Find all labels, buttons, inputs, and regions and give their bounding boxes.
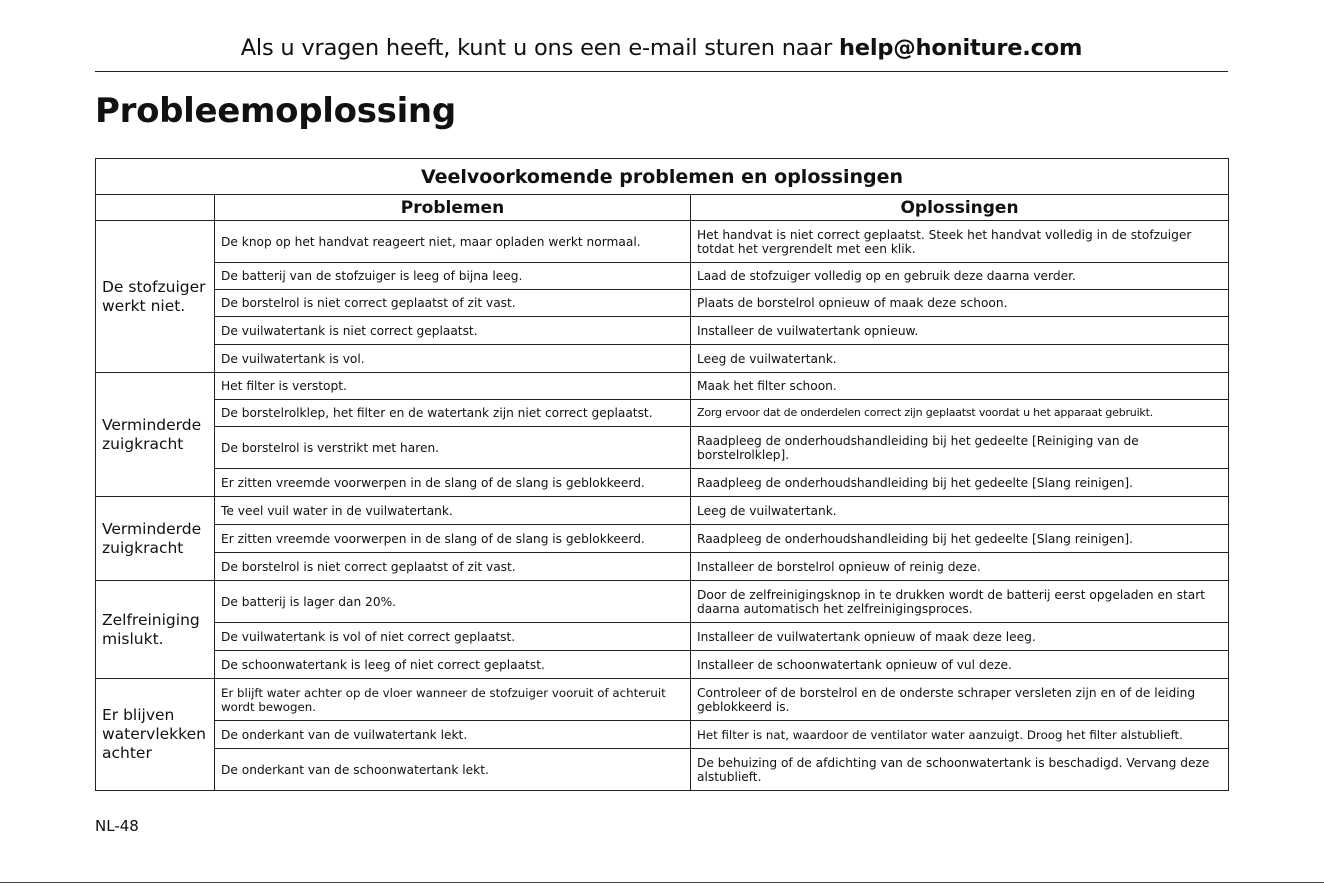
solution-cell: Laad de stofzuiger volledig op en gebruik deze daarna verder.	[691, 263, 1229, 290]
category-cell: Zelfreiniging mislukt.	[96, 581, 215, 679]
problem-cell: Er blijft water achter op de vloer wanneer de stofzuiger vooruit of achteruit wordt bewogen.	[215, 679, 691, 721]
solution-cell: De behuizing of de afdichting van de schoonwatertank is beschadigd. Vervang deze alstublieft.	[691, 749, 1229, 791]
table-row	[96, 581, 1229, 623]
problem-cell: De onderkant van de schoonwatertank lekt.	[215, 749, 691, 791]
solution-cell: Plaats de borstelrol opnieuw of maak deze schoon.	[691, 290, 1229, 317]
solution-cell: Controleer of de borstelrol en de onderste schraper versleten zijn en of de leiding geblokkeerd is.	[691, 679, 1229, 721]
category-cell: Er blijven watervlekken achter	[96, 679, 215, 791]
solution-cell: Raadpleeg de onderhoudshandleiding bij het gedeelte [Slang reinigen].	[691, 469, 1229, 497]
solution-cell: Raadpleeg de onderhoudshandleiding bij het gedeelte [Slang reinigen].	[691, 525, 1229, 553]
column-header-category	[96, 195, 215, 221]
category-cell: De stofzuiger werkt niet.	[96, 221, 215, 373]
solution-cell: Maak het filter schoon.	[691, 373, 1229, 400]
table-row	[96, 553, 1229, 581]
problem-cell: Het filter is verstopt.	[215, 373, 691, 400]
column-header-solutions: Oplossingen	[691, 195, 1229, 221]
problem-cell: De vuilwatertank is vol of niet correct geplaatst.	[215, 623, 691, 651]
problem-cell: De knop op het handvat reageert niet, maar opladen werkt normaal.	[215, 221, 691, 263]
table-row	[96, 721, 1229, 749]
table-row	[96, 263, 1229, 290]
solution-cell: Raadpleeg de onderhoudshandleiding bij het gedeelte [Reiniging van de borstelrolklep].	[691, 427, 1229, 469]
table-row	[96, 400, 1229, 427]
column-header-problems: Problemen	[215, 195, 691, 221]
header-text: Als u vragen heeft, kunt u ons een e-mail sturen naar	[240, 35, 839, 61]
category-cell: Verminderde zuigkracht	[96, 373, 215, 497]
page-number: NL-48	[95, 817, 139, 835]
problem-cell: Er zitten vreemde voorwerpen in de slang of de slang is geblokkeerd.	[215, 525, 691, 553]
solution-cell: Installeer de borstelrol opnieuw of reinig deze.	[691, 553, 1229, 581]
table-row	[96, 749, 1229, 791]
problem-cell: De schoonwatertank is leeg of niet correct geplaatst.	[215, 651, 691, 679]
problem-cell: De borstelrol is niet correct geplaatst of zit vast.	[215, 553, 691, 581]
problem-cell: De vuilwatertank is vol.	[215, 345, 691, 373]
problem-cell: De batterij van de stofzuiger is leeg of bijna leeg.	[215, 263, 691, 290]
header-divider	[95, 71, 1228, 72]
table-row	[96, 317, 1229, 345]
table-row	[96, 469, 1229, 497]
page-title: Probleemoplossing	[95, 91, 456, 131]
problem-cell: De vuilwatertank is niet correct geplaatst.	[215, 317, 691, 345]
solution-cell: Het filter is nat, waardoor de ventilator water aanzuigt. Droog het filter alstublieft.	[691, 721, 1229, 749]
category-cell: Verminderde zuigkracht	[96, 497, 215, 581]
table-row	[96, 679, 1229, 721]
support-email: help@honiture.com	[838, 35, 1083, 61]
solution-cell: Door de zelfreinigingsknop in te drukken wordt de batterij eerst opgeladen en start daarna automatisch het zelfreinigingsproces.	[691, 581, 1229, 623]
table-row	[96, 290, 1229, 317]
solution-cell: Installeer de schoonwatertank opnieuw of vul deze.	[691, 651, 1229, 679]
problem-cell: De onderkant van de vuilwatertank lekt.	[215, 721, 691, 749]
table-row	[96, 525, 1229, 553]
solution-cell: Zorg ervoor dat de onderdelen correct zijn geplaatst voordat u het apparaat gebruikt.	[691, 400, 1229, 427]
table-row	[96, 373, 1229, 400]
table-row	[96, 427, 1229, 469]
solution-cell: Leeg de vuilwatertank.	[691, 345, 1229, 373]
solution-cell: Installeer de vuilwatertank opnieuw.	[691, 317, 1229, 345]
troubleshooting-table	[95, 158, 1229, 791]
solution-cell: Het handvat is niet correct geplaatst. Steek het handvat volledig in de stofzuiger totdat het vergrendelt met een klik.	[691, 221, 1229, 263]
problem-cell: De borstelrol is verstrikt met haren.	[215, 427, 691, 469]
table-row	[96, 497, 1229, 525]
table-caption: Veelvoorkomende problemen en oplossingen	[96, 159, 1229, 195]
problem-cell: De batterij is lager dan 20%.	[215, 581, 691, 623]
problem-cell: Te veel vuil water in de vuilwatertank.	[215, 497, 691, 525]
table-row	[96, 651, 1229, 679]
table-row	[96, 221, 1229, 263]
solution-cell: Installeer de vuilwatertank opnieuw of maak deze leeg.	[691, 623, 1229, 651]
problem-cell: Er zitten vreemde voorwerpen in de slang of de slang is geblokkeerd.	[215, 469, 691, 497]
table-row	[96, 623, 1229, 651]
table-row	[96, 345, 1229, 373]
page-header	[95, 32, 1228, 64]
problem-cell: De borstelrolklep, het filter en de watertank zijn niet correct geplaatst.	[215, 400, 691, 427]
solution-cell: Leeg de vuilwatertank.	[691, 497, 1229, 525]
problem-cell: De borstelrol is niet correct geplaatst of zit vast.	[215, 290, 691, 317]
